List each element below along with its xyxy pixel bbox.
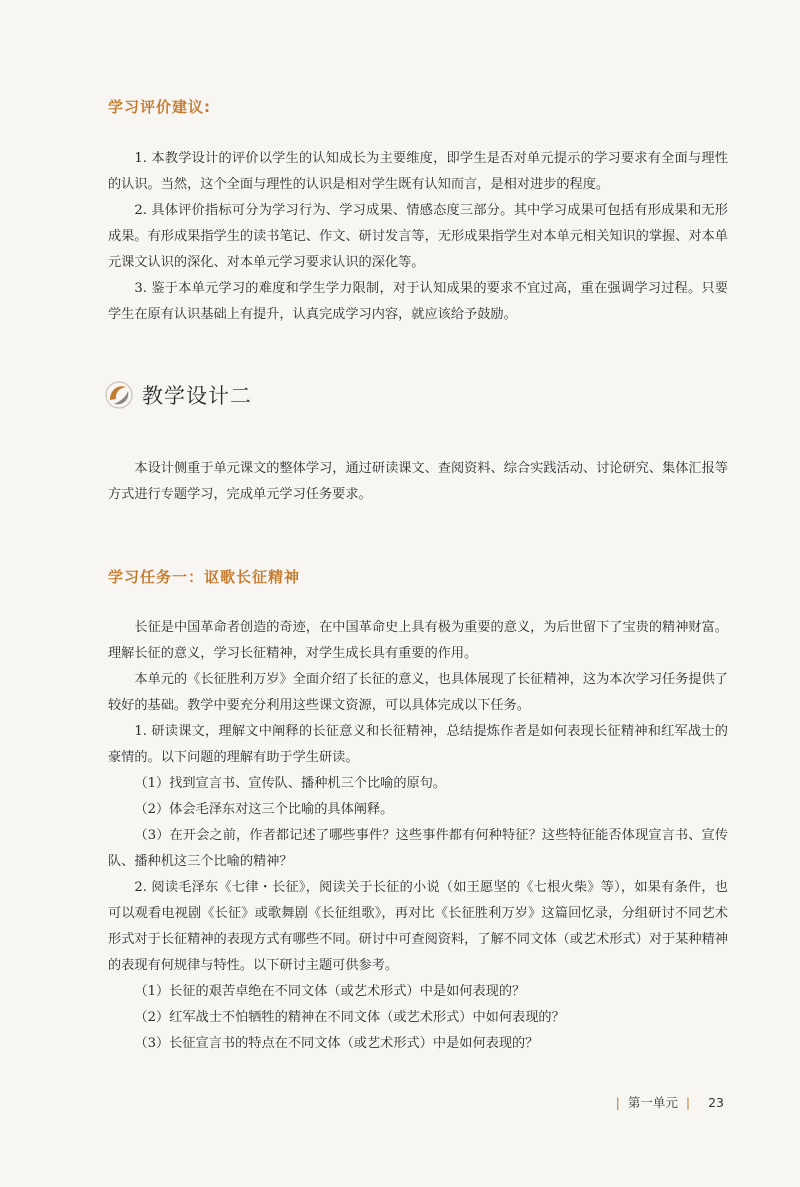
task1-paragraph-4: 2. 阅读毛泽东《七律・长征》，阅读关于长征的小说（如王愿坚的《七根火柴》等），如果有条件，也可以观看电视剧《长征》或歌舞剧《长征组歌》，再对比《长征胜利万岁》这篇回忆录，分组研讨不同艺术形式对于长征精神的表现方式有哪些不同。研讨中可查阅资料，了解不同文体（或艺术形式）对于某种精神的表现有何规律与特性。以下研讨主题可供参考。	[108, 880, 728, 973]
evaluation-heading: 学习评价建议:	[108, 98, 211, 116]
task1-section	[108, 615, 728, 1057]
design2-intro-block	[108, 456, 728, 508]
swirl-logo-icon	[104, 380, 134, 410]
task1-topic-3: （3）长征宣言书的特点在不同文体（或艺术形式）中是如何表现的？	[134, 1036, 539, 1051]
evaluation-paragraph-1: 1. 本教学设计的评价以学生的认知成长为主要维度，即学生是否对单元提示的学习要求有全面与理性的认识。当然，这个全面与理性的认识是相对学生既有认知而言，是相对进步的程度。	[108, 151, 728, 192]
task1-item-1: （1）找到宣言书、宣传队、播种机三个比喻的原句。	[134, 776, 447, 791]
footer-unit: 第一单元	[627, 1095, 678, 1110]
footer-divider-left: |	[615, 1094, 620, 1110]
page-number: 23	[708, 1094, 724, 1110]
task1-paragraph-2: 本单元的《长征胜利万岁》全面介绍了长征的意义，也具体展现了长征精神，这为本次学习任务提供了较好的基础。教学中要充分利用这些课文资源，可以具体完成以下任务。	[108, 672, 728, 713]
task1-topic-2: （2）红军战士不怕牺牲的精神在不同文体（或艺术形式）中如何表现的？	[134, 1010, 565, 1025]
design2-title: 教学设计二	[142, 384, 252, 408]
task1-topic-1: （1）长征的艰苦卓绝在不同文体（或艺术形式）中是如何表现的？	[134, 984, 526, 999]
footer-divider-right: |	[685, 1094, 691, 1110]
design2-intro: 本设计侧重于单元课文的整体学习，通过研读课文、查阅资料、综合实践活动、讨论研究、集体汇报等方式进行专题学习，完成单元学习任务要求。	[108, 461, 728, 502]
task1-paragraph-3: 1. 研读课文，理解文中阐释的长征意义和长征精神，总结提炼作者是如何表现长征精神和红军战士的豪情的。以下问题的理解有助于学生研读。	[108, 724, 728, 765]
page-footer	[608, 1093, 724, 1111]
design2-title-block	[104, 380, 252, 410]
evaluation-paragraph-2: 2. 具体评价指标可分为学习行为、学习成果、情感态度三部分。其中学习成果可包括有形成果和无形成果。有形成果指学生的读书笔记、作文、研讨发言等，无形成果指学生对本单元相关知识的掌握、对本单元课文认识的深化、对本单元学习要求认识的深化等。	[108, 203, 728, 270]
evaluation-paragraph-3: 3. 鉴于本单元学习的难度和学生学力限制，对于认知成果的要求不宜过高，重在强调学习过程。只要学生在原有认识基础上有提升，认真完成学习内容，就应该给予鼓励。	[108, 281, 728, 322]
task1-paragraph-1: 长征是中国革命者创造的奇迹，在中国革命史上具有极为重要的意义，为后世留下了宝贵的精神财富。理解长征的意义，学习长征精神，对学生成长具有重要的作用。	[108, 620, 728, 661]
task1-item-2: （2）体会毛泽东对这三个比喻的具体阐释。	[134, 802, 394, 817]
task1-heading: 学习任务一：讴歌长征精神	[108, 568, 301, 586]
task1-item-3: （3）在开会之前，作者都记述了哪些事件？这些事件都有何种特征？这些特征能否体现宣言书、宣传队、播种机这三个比喻的精神？	[108, 828, 728, 869]
evaluation-section	[108, 146, 728, 328]
